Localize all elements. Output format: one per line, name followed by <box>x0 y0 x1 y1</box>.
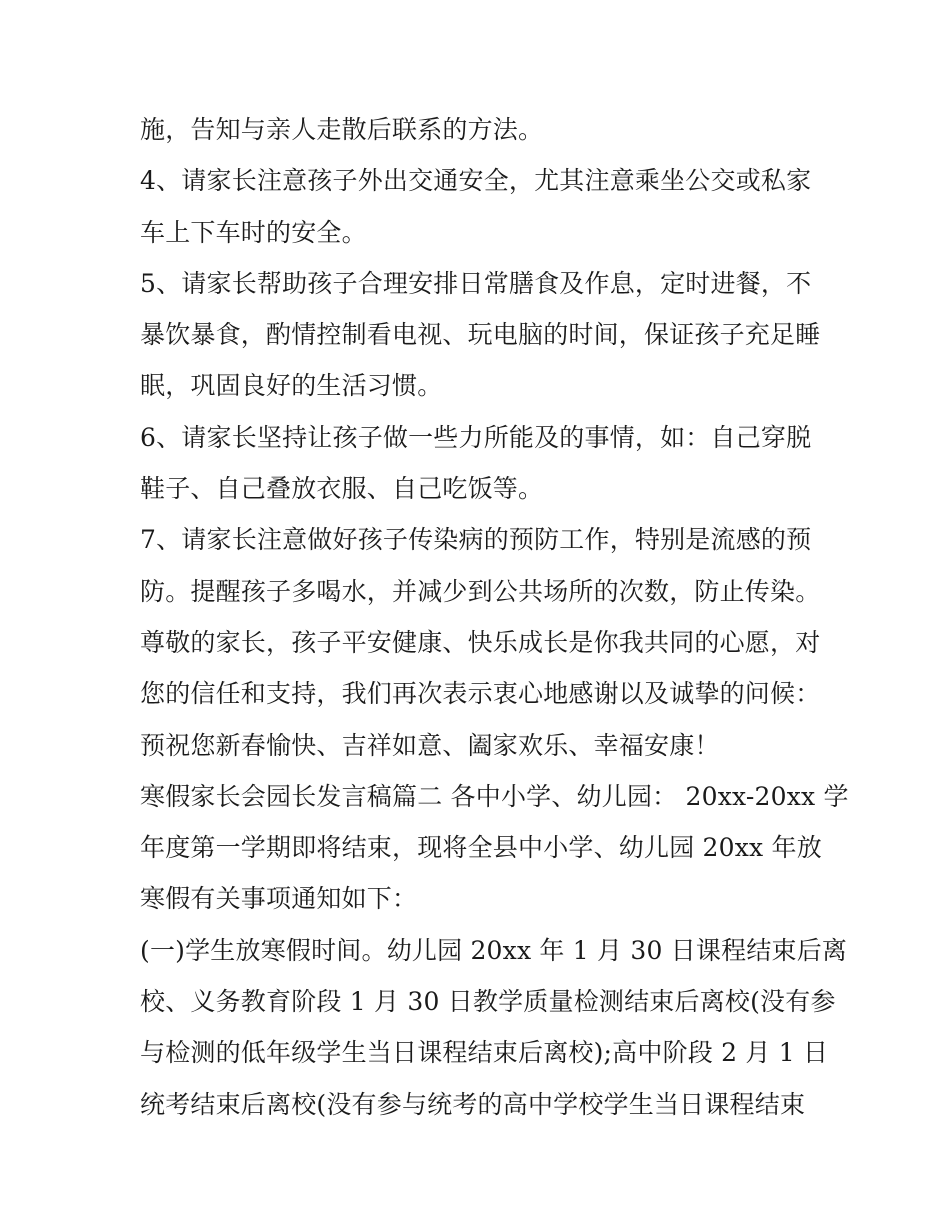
text-line-14: 寒假家长会园长发言稿篇二 各中小学、幼儿园： 20xx-20xx 学 <box>140 781 849 811</box>
text-line-5: 暴饮暴食，酌情控制看电视、玩电脑的时间，保证孩子充足睡 <box>140 320 821 350</box>
text-line-13: 预祝您新春愉快、吉祥如意、阖家欢乐、幸福安康！ <box>140 730 720 760</box>
text-line-16: 寒假有关事项通知如下： <box>140 884 418 914</box>
text-line-1: 施，告知与亲人走散后联系的方法。 <box>140 115 544 144</box>
text-line-3: 车上下车时的安全。 <box>140 217 367 247</box>
text-line-7: 6、请家长坚持让孩子做一些力所能及的事情，如：自己穿脱 <box>140 422 812 452</box>
text-line-6: 眠，巩固良好的生活习惯。 <box>140 371 443 401</box>
text-line-11: 尊敬的家长，孩子平安健康、快乐成长是你我共同的心愿，对 <box>140 627 821 657</box>
text-line-17: (一)学生放寒假时间。幼儿园 20xx 年 1 月 30 日课程结束后离 <box>140 935 848 965</box>
text-line-18: 校、义务教育阶段 1 月 30 日教学质量检测结束后离校(没有参 <box>140 987 836 1017</box>
text-line-4: 5、请家长帮助孩子合理安排日常膳食及作息，定时进餐，不 <box>140 268 812 298</box>
text-line-15: 年度第一学期即将结束，现将全县中小学、幼儿园 20xx 年放 <box>140 833 822 863</box>
text-line-8: 鞋子、自己叠放衣服、自己吃饭等。 <box>140 474 544 504</box>
text-line-12: 您的信任和支持，我们再次表示衷心地感谢以及诚挚的问候： <box>140 679 821 709</box>
text-line-2: 4、请家长注意孩子外出交通安全，尤其注意乘坐公交或私家 <box>140 166 812 196</box>
text-line-20: 统考结束后离校(没有参与统考的高中学校学生当日课程结束 <box>140 1089 806 1119</box>
text-line-9: 7、请家长注意做好孩子传染病的预防工作，特别是流感的预 <box>140 525 812 555</box>
document-body <box>140 104 849 1130</box>
text-line-19: 与检测的低年级学生当日课程结束后离校);高中阶段 2 月 1 日 <box>140 1038 829 1068</box>
text-line-10: 防。提醒孩子多喝水，并减少到公共场所的次数，防止传染。 <box>140 576 821 606</box>
